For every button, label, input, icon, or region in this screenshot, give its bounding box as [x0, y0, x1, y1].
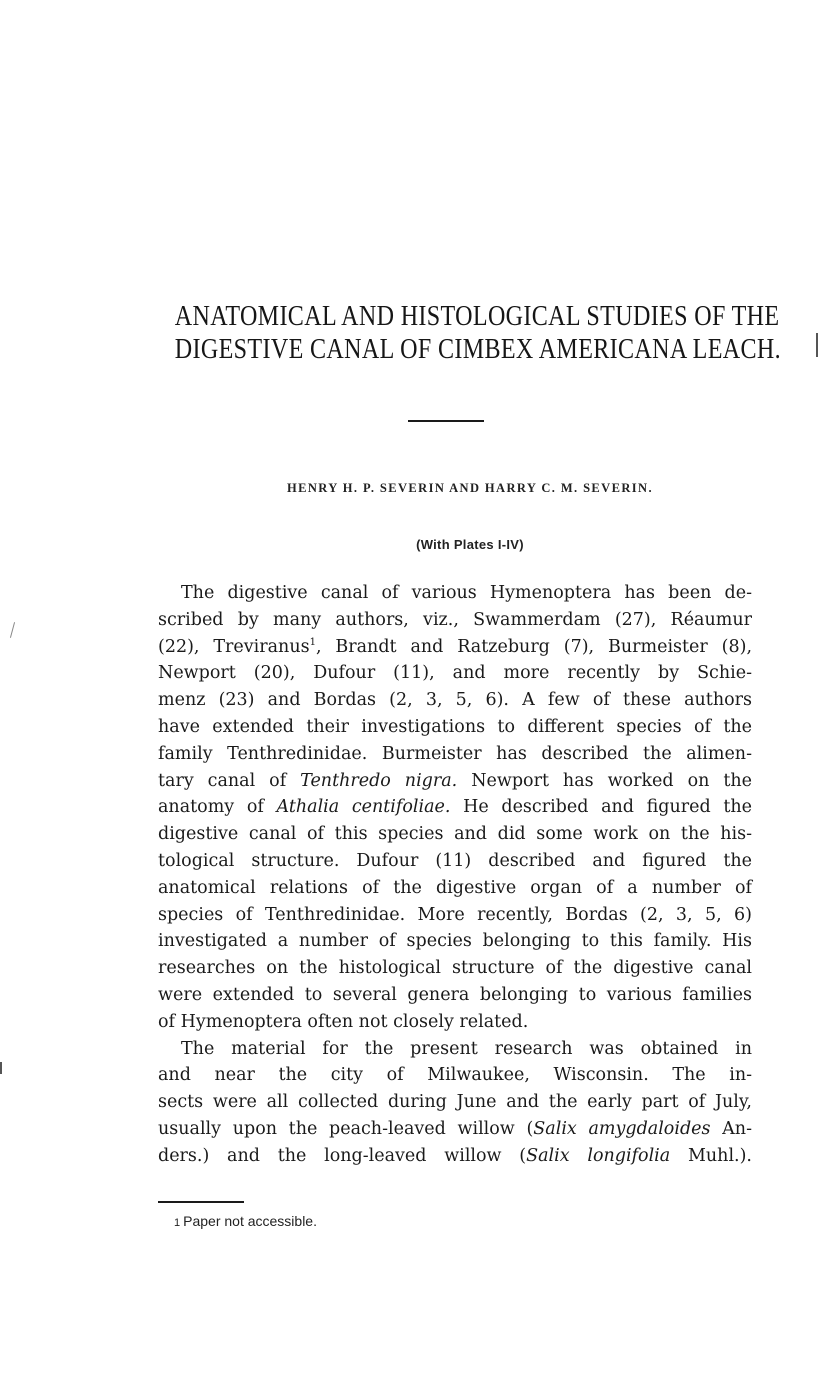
text-segment: (22), Treviranus — [158, 636, 310, 657]
title-line-1: ANATOMICAL AND HISTOLOGICAL STUDIES OF THE — [174, 301, 780, 332]
species-name: Salix longifolia — [526, 1145, 671, 1166]
species-name: Athalia centifoliae. — [276, 797, 451, 818]
text-segment: ders.) and the long-leaved willow ( — [158, 1145, 527, 1166]
text-line: were extended to several genera belonging to various families — [158, 984, 752, 1005]
text-line: investigated a number of species belonging to this family. His — [158, 931, 752, 952]
text-line: The digestive canal of various Hymenoptera has been de- — [181, 583, 752, 603]
footnote-divider — [158, 1201, 244, 1203]
authors-line: HENRY H. P. SEVERIN AND HARRY C. M. SEVERIN. — [287, 481, 653, 495]
text-line: scribed by many authors, viz., Swammerdam (27), Réaumur — [158, 609, 752, 630]
text-segment: anatomy of — [158, 797, 277, 818]
text-line: tological structure. Dufour (11) described and figured the — [158, 850, 752, 871]
text-line: The material for the present research was obtained in — [181, 1038, 752, 1059]
text-segment: usually upon the peach-leaved willow ( — [158, 1118, 534, 1139]
text-segment: Newport has worked on the — [457, 770, 752, 791]
text-line: have extended their investigations to different species of the — [158, 716, 752, 737]
text-segment: He described and figured the — [450, 797, 753, 818]
text-line: researches on the histological structure of the digestive canal — [158, 958, 752, 979]
article-body — [158, 580, 752, 1170]
footnote-text: Paper not accessible. — [183, 1213, 317, 1229]
text-line: family Tenthredinidae. Burmeister has described the alimen- — [158, 743, 752, 764]
scan-artifact-mark — [10, 622, 15, 638]
text-segment: tary canal of — [158, 770, 301, 791]
scan-artifact-mark — [816, 333, 818, 357]
text-segment: Muhl.). — [670, 1145, 752, 1166]
paragraph-1 — [158, 580, 752, 1036]
text-line — [158, 768, 752, 795]
text-segment: An- — [710, 1118, 752, 1139]
title-divider — [408, 420, 484, 422]
footnote-mark: 1 — [174, 1217, 181, 1229]
footnote-ref: 1 — [309, 636, 316, 648]
text-line: Newport (20), Dufour (11), and more recently by Schie- — [158, 663, 752, 684]
scan-artifact-mark — [0, 1062, 2, 1074]
text-line: species of Tenthredinidae. More recently, Bordas (2, 3, 5, 6) — [158, 904, 752, 925]
species-name: Tenthredo nigra. — [300, 770, 458, 791]
text-line: anatomical relations of the digestive organ of a number of — [158, 877, 752, 898]
paragraph-2 — [158, 1036, 752, 1170]
text-line — [158, 1116, 752, 1143]
text-line: of Hymenoptera often not closely related. — [158, 1011, 529, 1032]
text-line — [158, 1143, 752, 1170]
text-line — [158, 794, 752, 821]
text-line: and near the city of Milwaukee, Wisconsin. The in- — [158, 1065, 752, 1086]
species-name: Salix amygdaloides — [533, 1118, 711, 1139]
text-line: digestive canal of this species and did some work on the his- — [158, 824, 752, 845]
footnote — [174, 1213, 317, 1229]
text-line: sects were all collected during June and the early part of July, — [158, 1092, 752, 1113]
text-segment: , Brandt and Ratzeburg (7), Burmeister (8), — [315, 636, 753, 657]
plates-note: (With Plates I-IV) — [416, 537, 524, 552]
text-line — [158, 634, 752, 661]
article-title — [174, 300, 782, 366]
text-line: menz (23) and Bordas (2, 3, 5, 6). A few of these authors — [158, 690, 752, 711]
title-line-2: DIGESTIVE CANAL OF CIMBEX AMERICANA LEACH. — [174, 334, 782, 365]
